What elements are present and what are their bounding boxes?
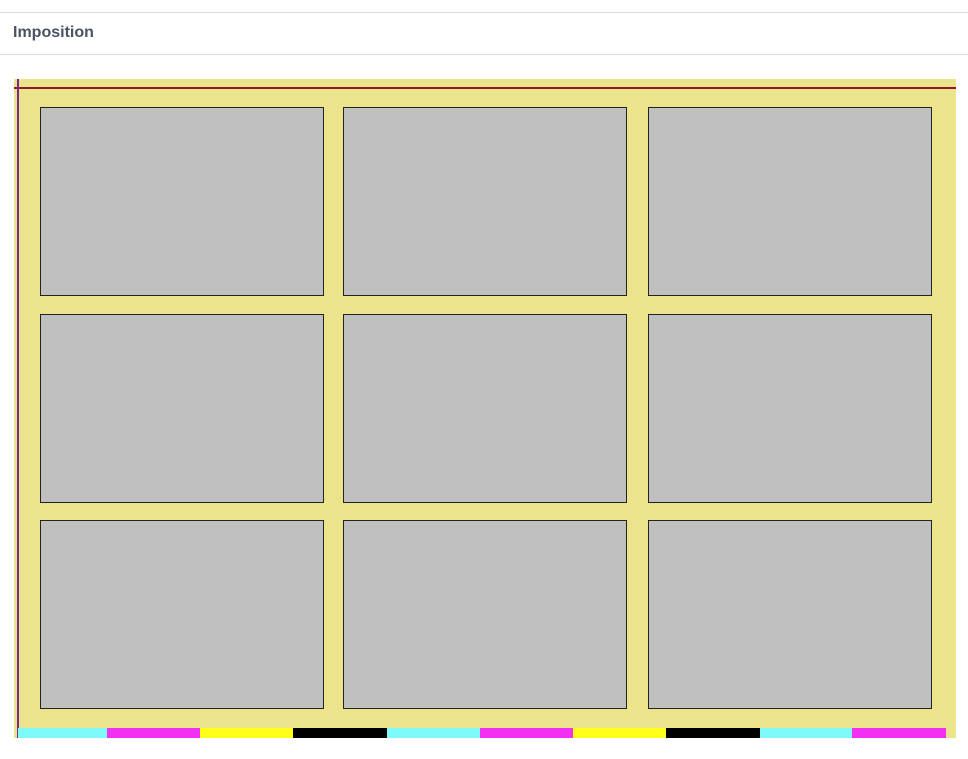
imposition-tile[interactable] <box>648 520 932 709</box>
imposition-tile[interactable] <box>40 107 324 296</box>
color-swatch-yellow <box>200 728 293 738</box>
color-swatch-magenta <box>480 728 573 738</box>
imposition-tile[interactable] <box>40 314 324 503</box>
color-swatch-cyan <box>387 728 480 738</box>
imposition-tile[interactable] <box>343 107 627 296</box>
color-control-bar <box>18 728 948 738</box>
color-swatch-magenta <box>852 728 946 738</box>
color-swatch-cyan <box>18 728 107 738</box>
imposition-tile[interactable] <box>648 107 932 296</box>
horizontal-guide-line <box>14 87 956 89</box>
color-swatch-yellow <box>573 728 666 738</box>
color-swatch-black <box>293 728 387 738</box>
imposition-header <box>0 12 968 55</box>
imposition-tile[interactable] <box>40 520 324 709</box>
imposition-tile[interactable] <box>343 314 627 503</box>
color-swatch-black <box>666 728 760 738</box>
page-title: Imposition <box>13 24 94 41</box>
imposition-tile[interactable] <box>648 314 932 503</box>
imposition-tile[interactable] <box>343 520 627 709</box>
color-swatch-magenta <box>107 728 200 738</box>
color-swatch-cyan <box>760 728 852 738</box>
imposition-sheet <box>14 79 956 738</box>
vertical-guide-line <box>17 79 19 738</box>
